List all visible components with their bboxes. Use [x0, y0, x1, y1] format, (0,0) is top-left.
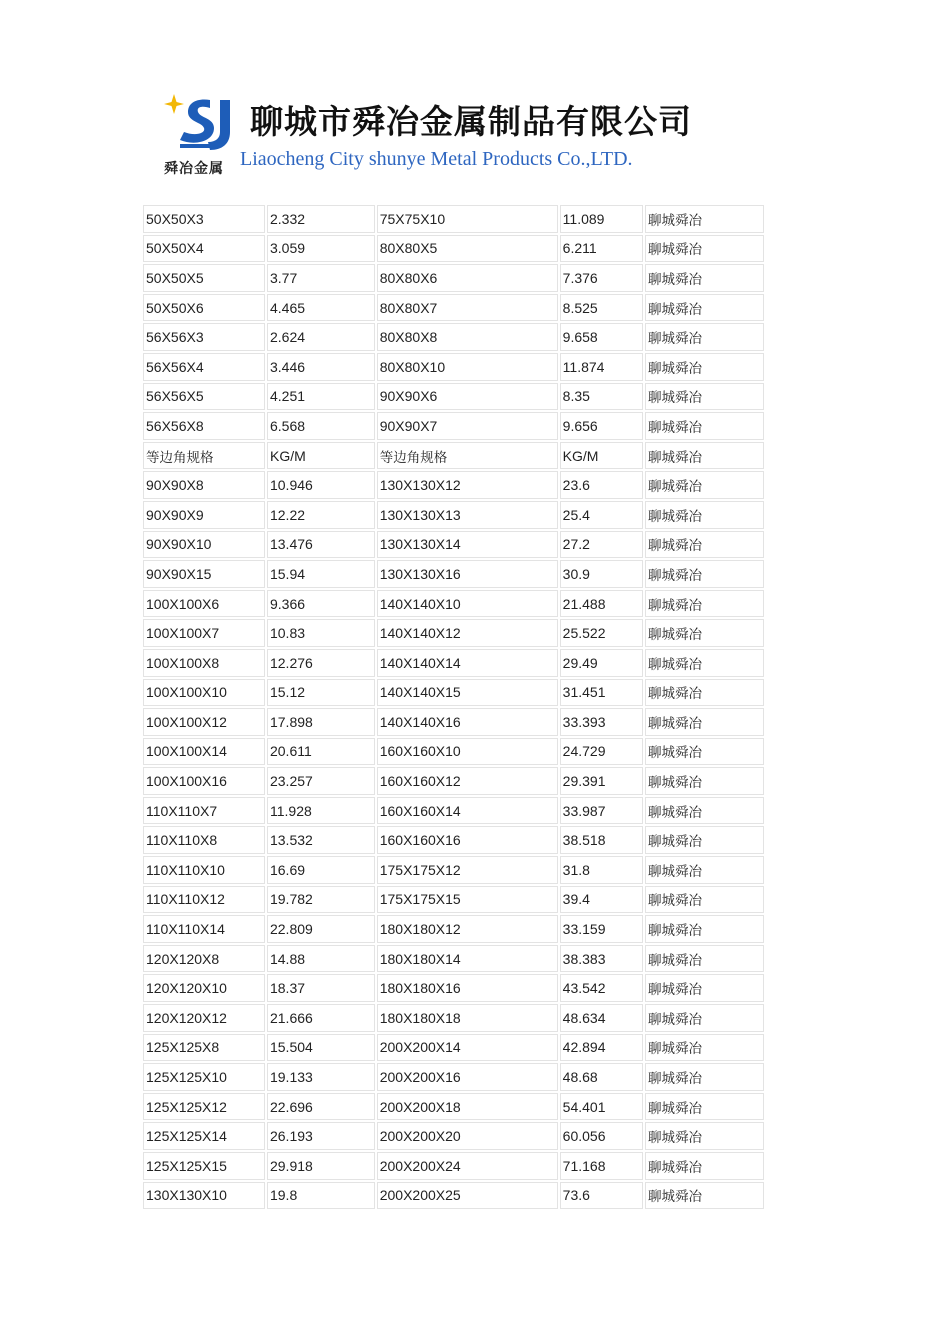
brand-cell: 聊城舜冶	[645, 708, 764, 736]
spec-cell: 140X140X14	[377, 649, 558, 677]
table-row	[143, 679, 764, 707]
weight-cell: 3.446	[267, 353, 375, 381]
spec-cell: 175X175X15	[377, 886, 558, 914]
weight-cell: 19.133	[267, 1063, 375, 1091]
spec-cell: 110X110X10	[143, 856, 265, 884]
weight-cell: 71.168	[560, 1152, 643, 1180]
brand-cell: 聊城舜冶	[645, 383, 764, 411]
spec-cell: 80X80X5	[377, 235, 558, 263]
brand-cell: 聊城舜冶	[645, 1122, 764, 1150]
spec-cell: 50X50X6	[143, 294, 265, 322]
spec-cell: 130X130X14	[377, 531, 558, 559]
spec-cell: 100X100X14	[143, 738, 265, 766]
spec-cell: 130X130X13	[377, 501, 558, 529]
spec-cell: 200X200X14	[377, 1034, 558, 1062]
spec-cell: 200X200X16	[377, 1063, 558, 1091]
weight-cell: 9.656	[560, 412, 643, 440]
weight-cell: 2.332	[267, 205, 375, 233]
weight-cell: 26.193	[267, 1122, 375, 1150]
weight-cell: 31.451	[560, 679, 643, 707]
logo-text: 舜冶金属	[164, 161, 224, 177]
weight-cell: 29.918	[267, 1152, 375, 1180]
weight-cell: 27.2	[560, 531, 643, 559]
brand-cell: 聊城舜冶	[645, 1063, 764, 1091]
table-body	[143, 205, 764, 1209]
table-row	[143, 649, 764, 677]
spec-cell: 50X50X4	[143, 235, 265, 263]
spec-cell: 140X140X10	[377, 590, 558, 618]
angle-steel-table	[141, 203, 766, 1211]
spec-cell: 125X125X14	[143, 1122, 265, 1150]
brand-cell: 聊城舜冶	[645, 1034, 764, 1062]
spec-cell: 90X90X6	[377, 383, 558, 411]
spec-cell: 56X56X3	[143, 323, 265, 351]
brand-cell: 聊城舜冶	[645, 915, 764, 943]
weight-cell: 10.946	[267, 471, 375, 499]
weight-cell: 24.729	[560, 738, 643, 766]
weight-cell: 3.77	[267, 264, 375, 292]
weight-cell: 29.391	[560, 767, 643, 795]
brand-cell: 聊城舜冶	[645, 974, 764, 1002]
weight-cell: 30.9	[560, 560, 643, 588]
spec-cell: 200X200X18	[377, 1093, 558, 1121]
spec-cell: 56X56X5	[143, 383, 265, 411]
spec-cell: 130X130X12	[377, 471, 558, 499]
table-row	[143, 1182, 764, 1210]
spec-cell: 140X140X16	[377, 708, 558, 736]
weight-cell: 43.542	[560, 974, 643, 1002]
spec-cell: 180X180X12	[377, 915, 558, 943]
weight-cell: 33.393	[560, 708, 643, 736]
weight-cell: 22.809	[267, 915, 375, 943]
weight-cell: 22.696	[267, 1093, 375, 1121]
brand-cell: 聊城舜冶	[645, 442, 764, 470]
weight-cell: 38.383	[560, 945, 643, 973]
brand-cell: 聊城舜冶	[645, 797, 764, 825]
spec-cell: 110X110X14	[143, 915, 265, 943]
brand-cell: 聊城舜冶	[645, 501, 764, 529]
weight-cell: 31.8	[560, 856, 643, 884]
spec-cell: 200X200X24	[377, 1152, 558, 1180]
weight-cell: 19.8	[267, 1182, 375, 1210]
weight-cell: 12.276	[267, 649, 375, 677]
table-row	[143, 915, 764, 943]
weight-cell: 21.488	[560, 590, 643, 618]
table-row	[143, 1093, 764, 1121]
weight-cell: 33.987	[560, 797, 643, 825]
table-row	[143, 945, 764, 973]
brand-cell: 聊城舜冶	[645, 886, 764, 914]
spec-cell: 75X75X10	[377, 205, 558, 233]
table-row	[143, 738, 764, 766]
company-header	[160, 92, 760, 184]
table-row	[143, 471, 764, 499]
weight-cell: 20.611	[267, 738, 375, 766]
spec-cell: 160X160X10	[377, 738, 558, 766]
weight-cell: 4.251	[267, 383, 375, 411]
weight-cell: 15.504	[267, 1034, 375, 1062]
weight-cell: 60.056	[560, 1122, 643, 1150]
table-row	[143, 294, 764, 322]
weight-cell: 8.525	[560, 294, 643, 322]
weight-cell: 11.089	[560, 205, 643, 233]
weight-cell: 48.634	[560, 1004, 643, 1032]
brand-cell: 聊城舜冶	[645, 1004, 764, 1032]
weight-cell: 2.624	[267, 323, 375, 351]
brand-cell: 聊城舜冶	[645, 856, 764, 884]
brand-cell: 聊城舜冶	[645, 649, 764, 677]
spec-cell: 180X180X14	[377, 945, 558, 973]
weight-cell: 33.159	[560, 915, 643, 943]
spec-cell: 80X80X7	[377, 294, 558, 322]
brand-cell: 聊城舜冶	[645, 1182, 764, 1210]
table-row	[143, 1034, 764, 1062]
weight-cell: 23.6	[560, 471, 643, 499]
spec-cell: 100X100X12	[143, 708, 265, 736]
weight-cell: 19.782	[267, 886, 375, 914]
brand-cell: 聊城舜冶	[645, 235, 764, 263]
table-row	[143, 501, 764, 529]
table-row	[143, 708, 764, 736]
spec-cell: 180X180X16	[377, 974, 558, 1002]
spec-cell: 100X100X8	[143, 649, 265, 677]
spec-cell: 140X140X15	[377, 679, 558, 707]
company-logo	[160, 92, 240, 182]
table-row	[143, 235, 764, 263]
brand-cell: 聊城舜冶	[645, 205, 764, 233]
table-row	[143, 797, 764, 825]
weight-cell: 23.257	[267, 767, 375, 795]
brand-cell: 聊城舜冶	[645, 323, 764, 351]
table-row	[143, 826, 764, 854]
brand-cell: 聊城舜冶	[645, 619, 764, 647]
brand-cell: 聊城舜冶	[645, 264, 764, 292]
table-row	[143, 1063, 764, 1091]
weight-cell: 25.4	[560, 501, 643, 529]
weight-cell: 42.894	[560, 1034, 643, 1062]
weight-cell: 6.568	[267, 412, 375, 440]
spec-cell: 等边角规格	[377, 442, 558, 470]
sj-logo-icon	[164, 92, 238, 154]
brand-cell: 聊城舜冶	[645, 679, 764, 707]
weight-cell: 9.658	[560, 323, 643, 351]
table-row	[143, 560, 764, 588]
weight-cell: 13.476	[267, 531, 375, 559]
spec-cell: 120X120X10	[143, 974, 265, 1002]
table-row	[143, 590, 764, 618]
table-row	[143, 442, 764, 470]
spec-cell: 100X100X10	[143, 679, 265, 707]
table-row	[143, 886, 764, 914]
spec-cell: 等边角规格	[143, 442, 265, 470]
weight-cell: 7.376	[560, 264, 643, 292]
spec-cell: 90X90X7	[377, 412, 558, 440]
table-row	[143, 1004, 764, 1032]
spec-cell: 200X200X25	[377, 1182, 558, 1210]
weight-cell: KG/M	[560, 442, 643, 470]
weight-cell: 13.532	[267, 826, 375, 854]
weight-cell: 4.465	[267, 294, 375, 322]
weight-cell: 3.059	[267, 235, 375, 263]
company-name-cn: 聊城市舜冶金属制品有限公司	[250, 102, 692, 141]
spec-cell: 110X110X7	[143, 797, 265, 825]
brand-cell: 聊城舜冶	[645, 767, 764, 795]
table-row	[143, 767, 764, 795]
table-row	[143, 383, 764, 411]
spec-cell: 175X175X12	[377, 856, 558, 884]
spec-cell: 100X100X7	[143, 619, 265, 647]
weight-cell: 14.88	[267, 945, 375, 973]
table-row	[143, 619, 764, 647]
weight-cell: 9.366	[267, 590, 375, 618]
weight-cell: 25.522	[560, 619, 643, 647]
table-row	[143, 353, 764, 381]
spec-cell: 160X160X12	[377, 767, 558, 795]
brand-cell: 聊城舜冶	[645, 412, 764, 440]
brand-cell: 聊城舜冶	[645, 531, 764, 559]
spec-cell: 90X90X8	[143, 471, 265, 499]
spec-cell: 90X90X10	[143, 531, 265, 559]
table-row	[143, 531, 764, 559]
table-row	[143, 856, 764, 884]
spec-cell: 180X180X18	[377, 1004, 558, 1032]
table-row	[143, 1152, 764, 1180]
weight-cell: 38.518	[560, 826, 643, 854]
spec-cell: 90X90X9	[143, 501, 265, 529]
spec-cell: 80X80X8	[377, 323, 558, 351]
table-row	[143, 412, 764, 440]
weight-cell: 11.874	[560, 353, 643, 381]
spec-cell: 80X80X6	[377, 264, 558, 292]
spec-cell: 160X160X16	[377, 826, 558, 854]
spec-cell: 125X125X15	[143, 1152, 265, 1180]
spec-cell: 130X130X10	[143, 1182, 265, 1210]
brand-cell: 聊城舜冶	[645, 560, 764, 588]
brand-cell: 聊城舜冶	[645, 294, 764, 322]
spec-cell: 200X200X20	[377, 1122, 558, 1150]
spec-cell: 125X125X10	[143, 1063, 265, 1091]
spec-cell: 125X125X8	[143, 1034, 265, 1062]
weight-cell: 11.928	[267, 797, 375, 825]
weight-cell: 15.12	[267, 679, 375, 707]
spec-cell: 110X110X8	[143, 826, 265, 854]
brand-cell: 聊城舜冶	[645, 738, 764, 766]
table-row	[143, 974, 764, 1002]
weight-cell: 15.94	[267, 560, 375, 588]
weight-cell: 21.666	[267, 1004, 375, 1032]
table-row	[143, 264, 764, 292]
weight-cell: 73.6	[560, 1182, 643, 1210]
weight-cell: 48.68	[560, 1063, 643, 1091]
table-row	[143, 323, 764, 351]
spec-cell: 80X80X10	[377, 353, 558, 381]
spec-cell: 125X125X12	[143, 1093, 265, 1121]
weight-cell: 8.35	[560, 383, 643, 411]
spec-cell: 90X90X15	[143, 560, 265, 588]
spec-cell: 120X120X8	[143, 945, 265, 973]
spec-cell: 56X56X8	[143, 412, 265, 440]
spec-cell: 140X140X12	[377, 619, 558, 647]
brand-cell: 聊城舜冶	[645, 471, 764, 499]
weight-cell: 18.37	[267, 974, 375, 1002]
brand-cell: 聊城舜冶	[645, 590, 764, 618]
weight-cell: 12.22	[267, 501, 375, 529]
weight-cell: 17.898	[267, 708, 375, 736]
weight-cell: 39.4	[560, 886, 643, 914]
brand-cell: 聊城舜冶	[645, 826, 764, 854]
weight-cell: KG/M	[267, 442, 375, 470]
spec-cell: 130X130X16	[377, 560, 558, 588]
spec-cell: 110X110X12	[143, 886, 265, 914]
weight-cell: 10.83	[267, 619, 375, 647]
brand-cell: 聊城舜冶	[645, 1152, 764, 1180]
table-row	[143, 205, 764, 233]
table-row	[143, 1122, 764, 1150]
spec-cell: 120X120X12	[143, 1004, 265, 1032]
brand-cell: 聊城舜冶	[645, 1093, 764, 1121]
weight-cell: 6.211	[560, 235, 643, 263]
brand-cell: 聊城舜冶	[645, 945, 764, 973]
weight-cell: 54.401	[560, 1093, 643, 1121]
spec-cell: 56X56X4	[143, 353, 265, 381]
brand-cell: 聊城舜冶	[645, 353, 764, 381]
spec-cell: 50X50X5	[143, 264, 265, 292]
spec-cell: 160X160X14	[377, 797, 558, 825]
company-name-en: Liaocheng City shunye Metal Products Co.,LTD.	[240, 148, 633, 170]
spec-cell: 100X100X16	[143, 767, 265, 795]
spec-cell: 100X100X6	[143, 590, 265, 618]
spec-cell: 50X50X3	[143, 205, 265, 233]
weight-cell: 16.69	[267, 856, 375, 884]
weight-cell: 29.49	[560, 649, 643, 677]
